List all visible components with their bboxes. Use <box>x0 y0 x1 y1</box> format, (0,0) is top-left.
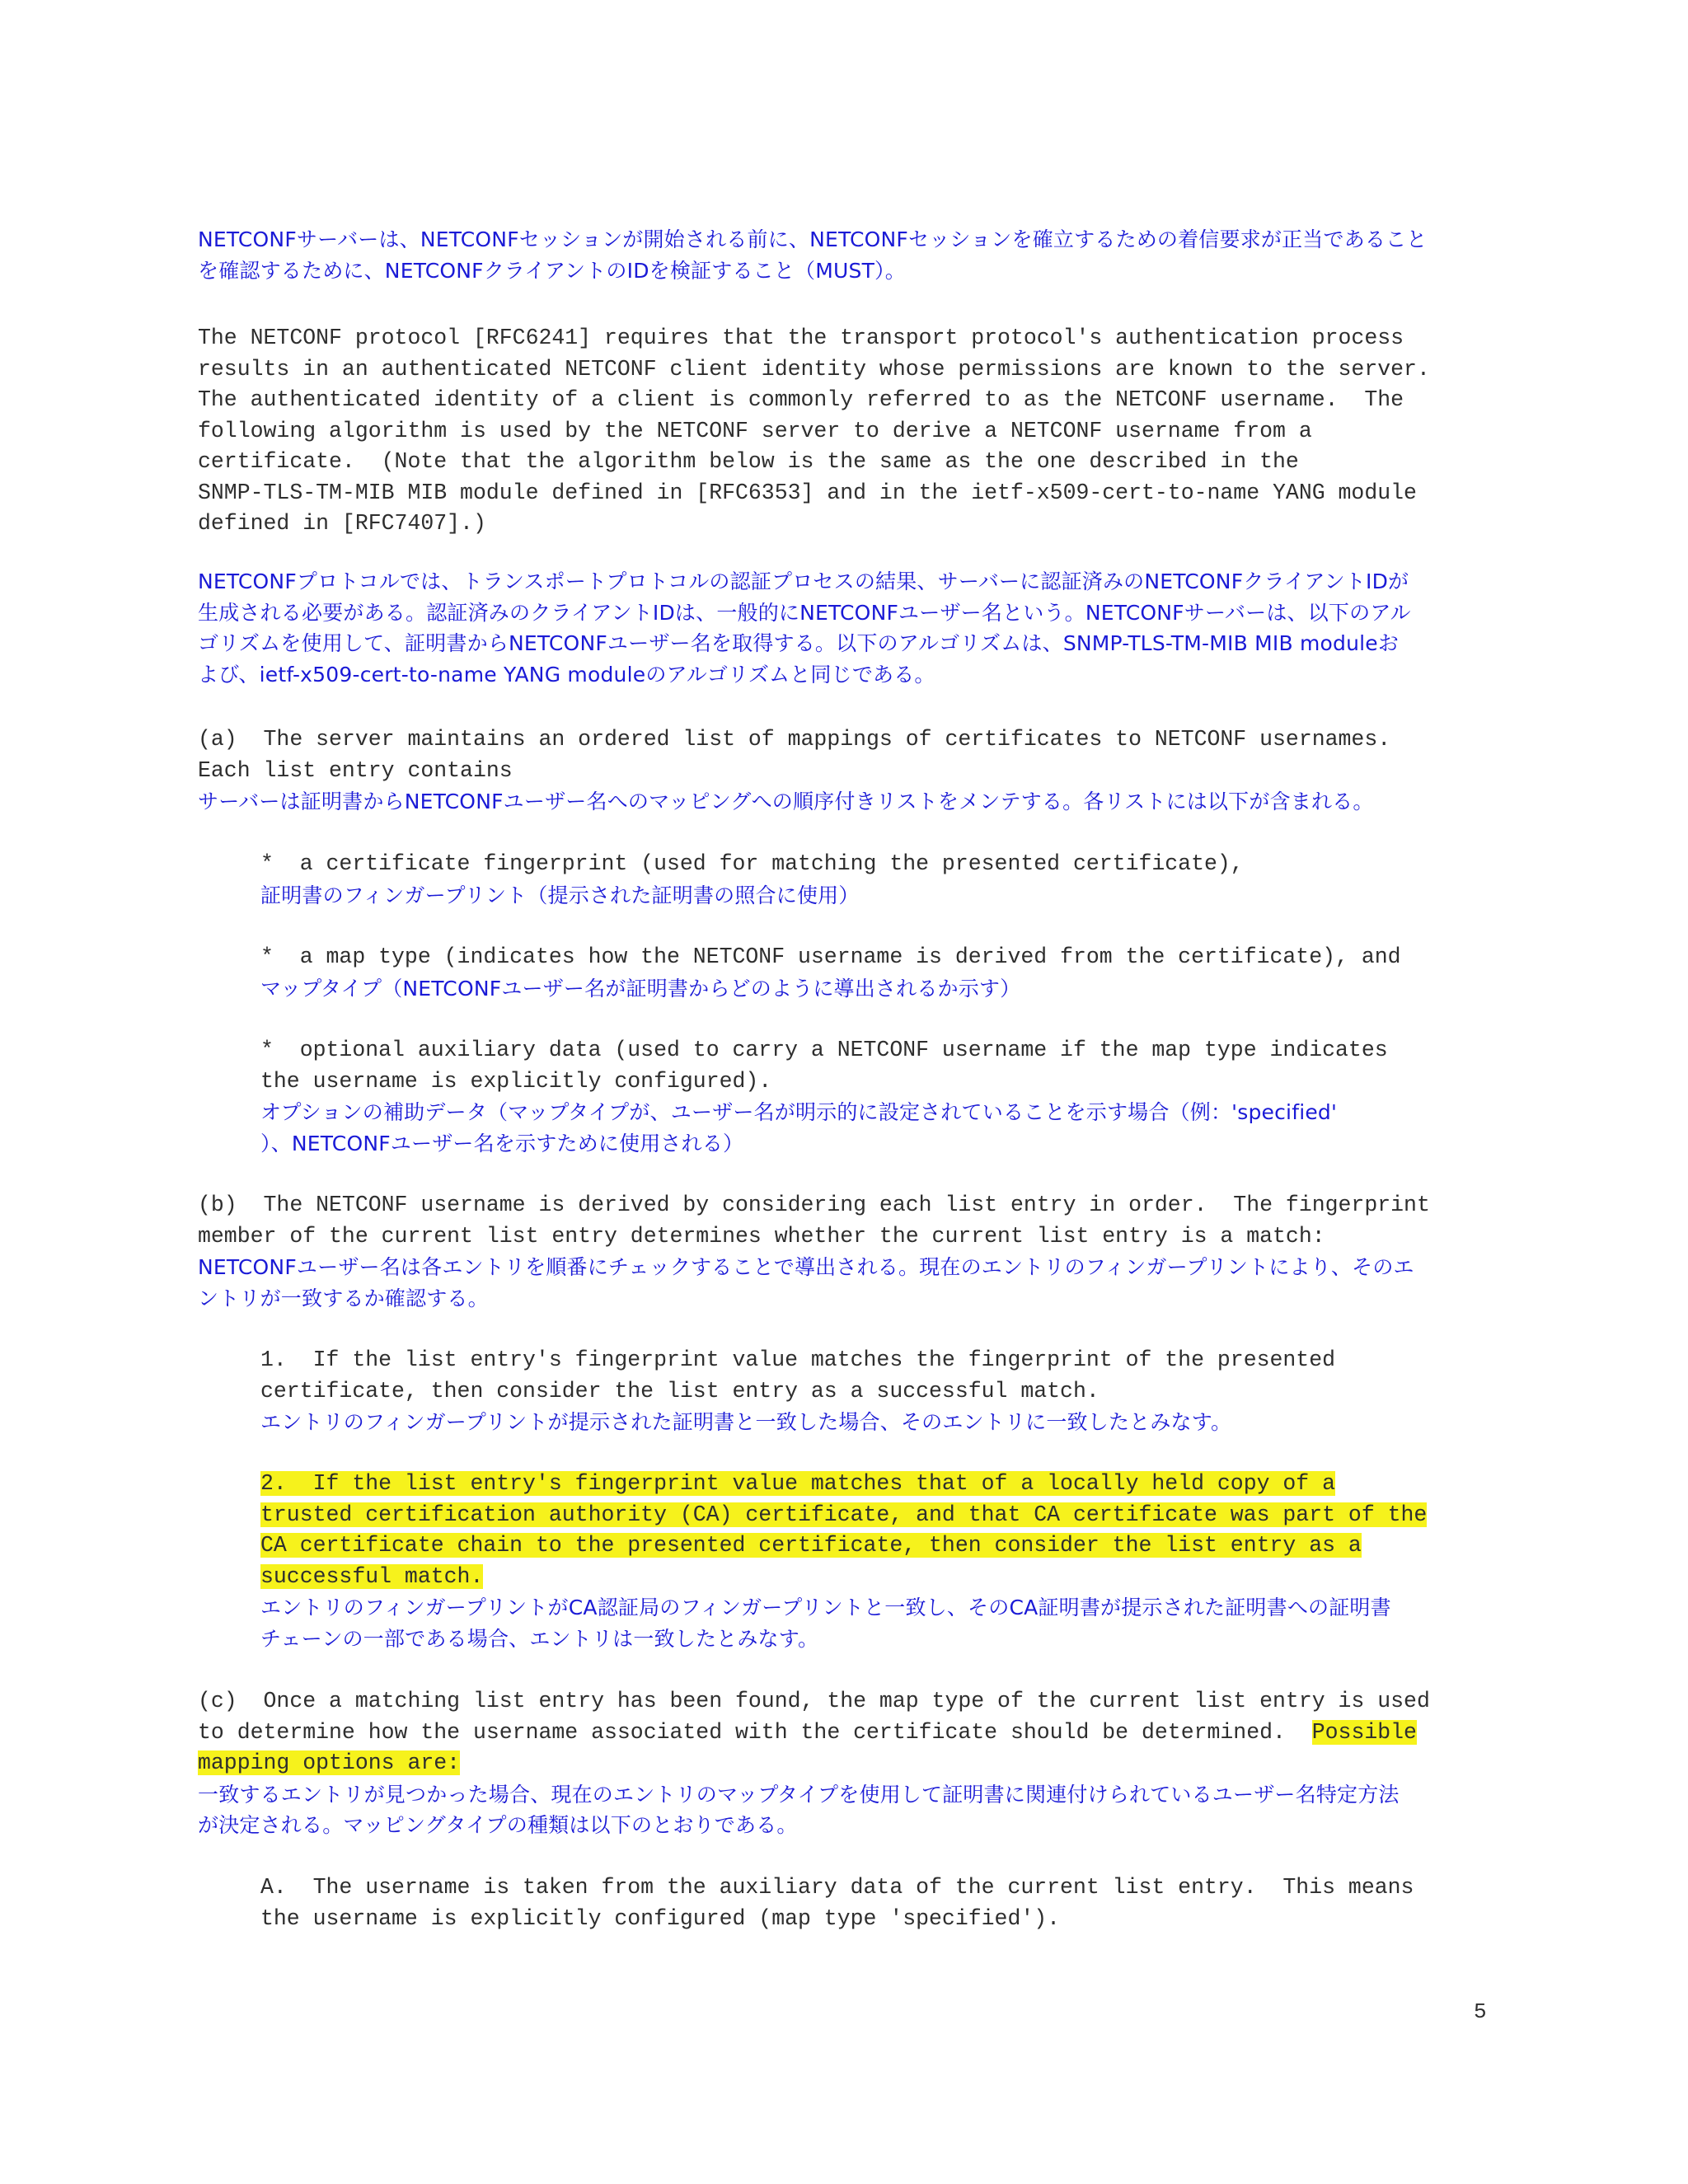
ja-line: を確認するために、NETCONFクライアントのIDを検証すること（MUST）。 <box>198 258 906 283</box>
en-line: following algorithm is used by the NETCONF server to derive a NETCONF username from a <box>198 418 1312 443</box>
en-line: A. The username is taken from the auxiliary data of the current list entry. This means <box>260 1875 1414 1900</box>
highlighted-en-line: trusted certification authority (CA) certificate, and that CA certificate was part of the <box>260 1502 1428 1527</box>
page-number: 5 <box>1474 1999 1487 2024</box>
en-line: (c) Once a matching list entry has been found, the map type of the current list entry is used <box>198 1689 1430 1713</box>
en-line: member of the current list entry determines whether the current list entry is a match: <box>198 1223 1325 1249</box>
en-line: (b) The NETCONF username is derived by considering each list entry in order. The fingerprint <box>198 1193 1430 1217</box>
highlighted-en-line: successful match. <box>260 1563 484 1589</box>
highlighted-en-line: 2. If the list entry's fingerprint value matches that of a locally held copy of a <box>260 1471 1336 1496</box>
bullet-auxiliary-data <box>260 1035 1517 1159</box>
bullet-map-type <box>260 942 1517 1004</box>
en-line: to determine how the username associated with the certificate should be determined. <box>198 1719 1312 1745</box>
en-line: * a map type (indicates how the NETCONF username is derived from the certificate), and <box>260 944 1401 969</box>
ja-line: ントリが一致するか確認する。 <box>198 1286 489 1310</box>
mapping-option-a <box>260 1872 1517 1934</box>
en-line: 1. If the list entry's fingerprint value matches the fingerprint of the presented <box>260 1347 1336 1372</box>
numbered-item-2 <box>260 1469 1517 1654</box>
ja-line: エントリのフィンガープリントがCA認証局のフィンガープリントと一致し、そのCA証明書が提示された証明書への証明書 <box>260 1596 1391 1619</box>
en-line: defined in [RFC7407].) <box>198 511 486 536</box>
en-line: * a certificate fingerprint (used for matching the presented certificate), <box>260 851 1244 876</box>
ja-line: ゴリズムを使用して、証明書からNETCONFユーザー名を取得する。以下のアルゴリズムは、SNMP-TLS-TM-MIB MIB moduleお <box>198 631 1400 655</box>
ja-line: NETCONFサーバーは、NETCONFセッションが開始される前に、NETCONFセッションを確立するための着信要求が正当であること <box>198 227 1428 251</box>
item-a-en <box>198 724 1517 786</box>
intro-ja-paragraph <box>198 224 1517 286</box>
ja-line: チェーンの一部である場合、エントリは一致したとみなす。 <box>260 1626 819 1651</box>
item-a-ja <box>198 786 1517 818</box>
en-line: The authenticated identity of a client is commonly referred to as the NETCONF username. The <box>198 387 1404 412</box>
ja-line: オプションの補助データ（マップタイプが、ユーザー名が明示的に設定されていることを示す場合（例：'specified' <box>260 1100 1338 1124</box>
ja-line: 生成される必要がある。認証済みのクライアントIDは、一般的にNETCONFユーザー名という。NETCONFサーバーは、以下のアル <box>198 600 1411 625</box>
en-line: SNMP-TLS-TM-MIB MIB module defined in [RFC6353] and in the ietf-x509-cert-to-name YANG module <box>198 480 1417 505</box>
p1-ja-paragraph <box>198 566 1517 690</box>
ja-line: マップタイプ（NETCONFユーザー名が証明書からどのように導出されるか示す） <box>260 976 1021 1001</box>
ja-line: NETCONFユーザー名は各エントリを順番にチェックすることで導出される。現在のエントリのフィンガープリントにより、そのエ <box>198 1255 1414 1279</box>
highlighted-en-line: CA certificate chain to the presented certificate, then consider the list entry as a <box>260 1533 1362 1558</box>
en-line: the username is explicitly configured (map type 'specified'). <box>260 1905 1061 1931</box>
en-line: results in an authenticated NETCONF client identity whose permissions are known to the server. <box>198 356 1430 382</box>
item-b <box>198 1190 1517 1314</box>
ja-line: NETCONFプロトコルでは、トランスポートプロトコルの認証プロセスの結果、サーバーに認証済みのNETCONFクライアントIDが <box>198 569 1409 593</box>
en-line: the username is explicitly configured). <box>260 1068 772 1094</box>
en-line: (a) The server maintains an ordered list of mappings of certificates to NETCONF usernames. <box>198 727 1391 752</box>
en-line: certificate, then consider the list entry as a successful match. <box>260 1378 1100 1404</box>
ja-line: よび、ietf-x509-cert-to-name YANG moduleのアルゴリズムと同じである。 <box>198 662 935 687</box>
en-line: The NETCONF protocol [RFC6241] requires that the transport protocol's authentication process <box>198 326 1404 350</box>
highlighted-text: Possible <box>1311 1719 1417 1745</box>
ja-line: 証明書のフィンガープリント（提示された証明書の照合に使用） <box>260 883 860 907</box>
ja-line: が決定される。マッピングタイプの種類は以下のとおりである。 <box>198 1813 798 1837</box>
ja-line: ）、NETCONFユーザー名を示すために使用される） <box>260 1131 744 1155</box>
highlighted-text: mapping options are: <box>198 1750 461 1775</box>
en-line: Each list entry contains <box>198 757 513 783</box>
en-line: certificate. (Note that the algorithm below is the same as the one described in the <box>198 449 1299 474</box>
ja-line: エントリのフィンガープリントが提示された証明書と一致した場合、そのエントリに一致したとみなす。 <box>260 1410 1232 1434</box>
en-line: * optional auxiliary data (used to carry a NETCONF username if the map type indicates <box>260 1038 1388 1062</box>
numbered-item-1 <box>260 1345 1517 1438</box>
p1-en-paragraph <box>198 323 1517 540</box>
ja-line: サーバーは証明書からNETCONFユーザー名へのマッピングへの順序付きリストをメンテする。各リストには以下が含まれる。 <box>198 790 1374 813</box>
bullet-fingerprint <box>260 849 1517 911</box>
ja-line: 一致するエントリが見つかった場合、現在のエントリのマップタイプを使用して証明書に関連付けられているユーザー名特定方法 <box>198 1782 1400 1807</box>
item-c <box>198 1686 1517 1841</box>
